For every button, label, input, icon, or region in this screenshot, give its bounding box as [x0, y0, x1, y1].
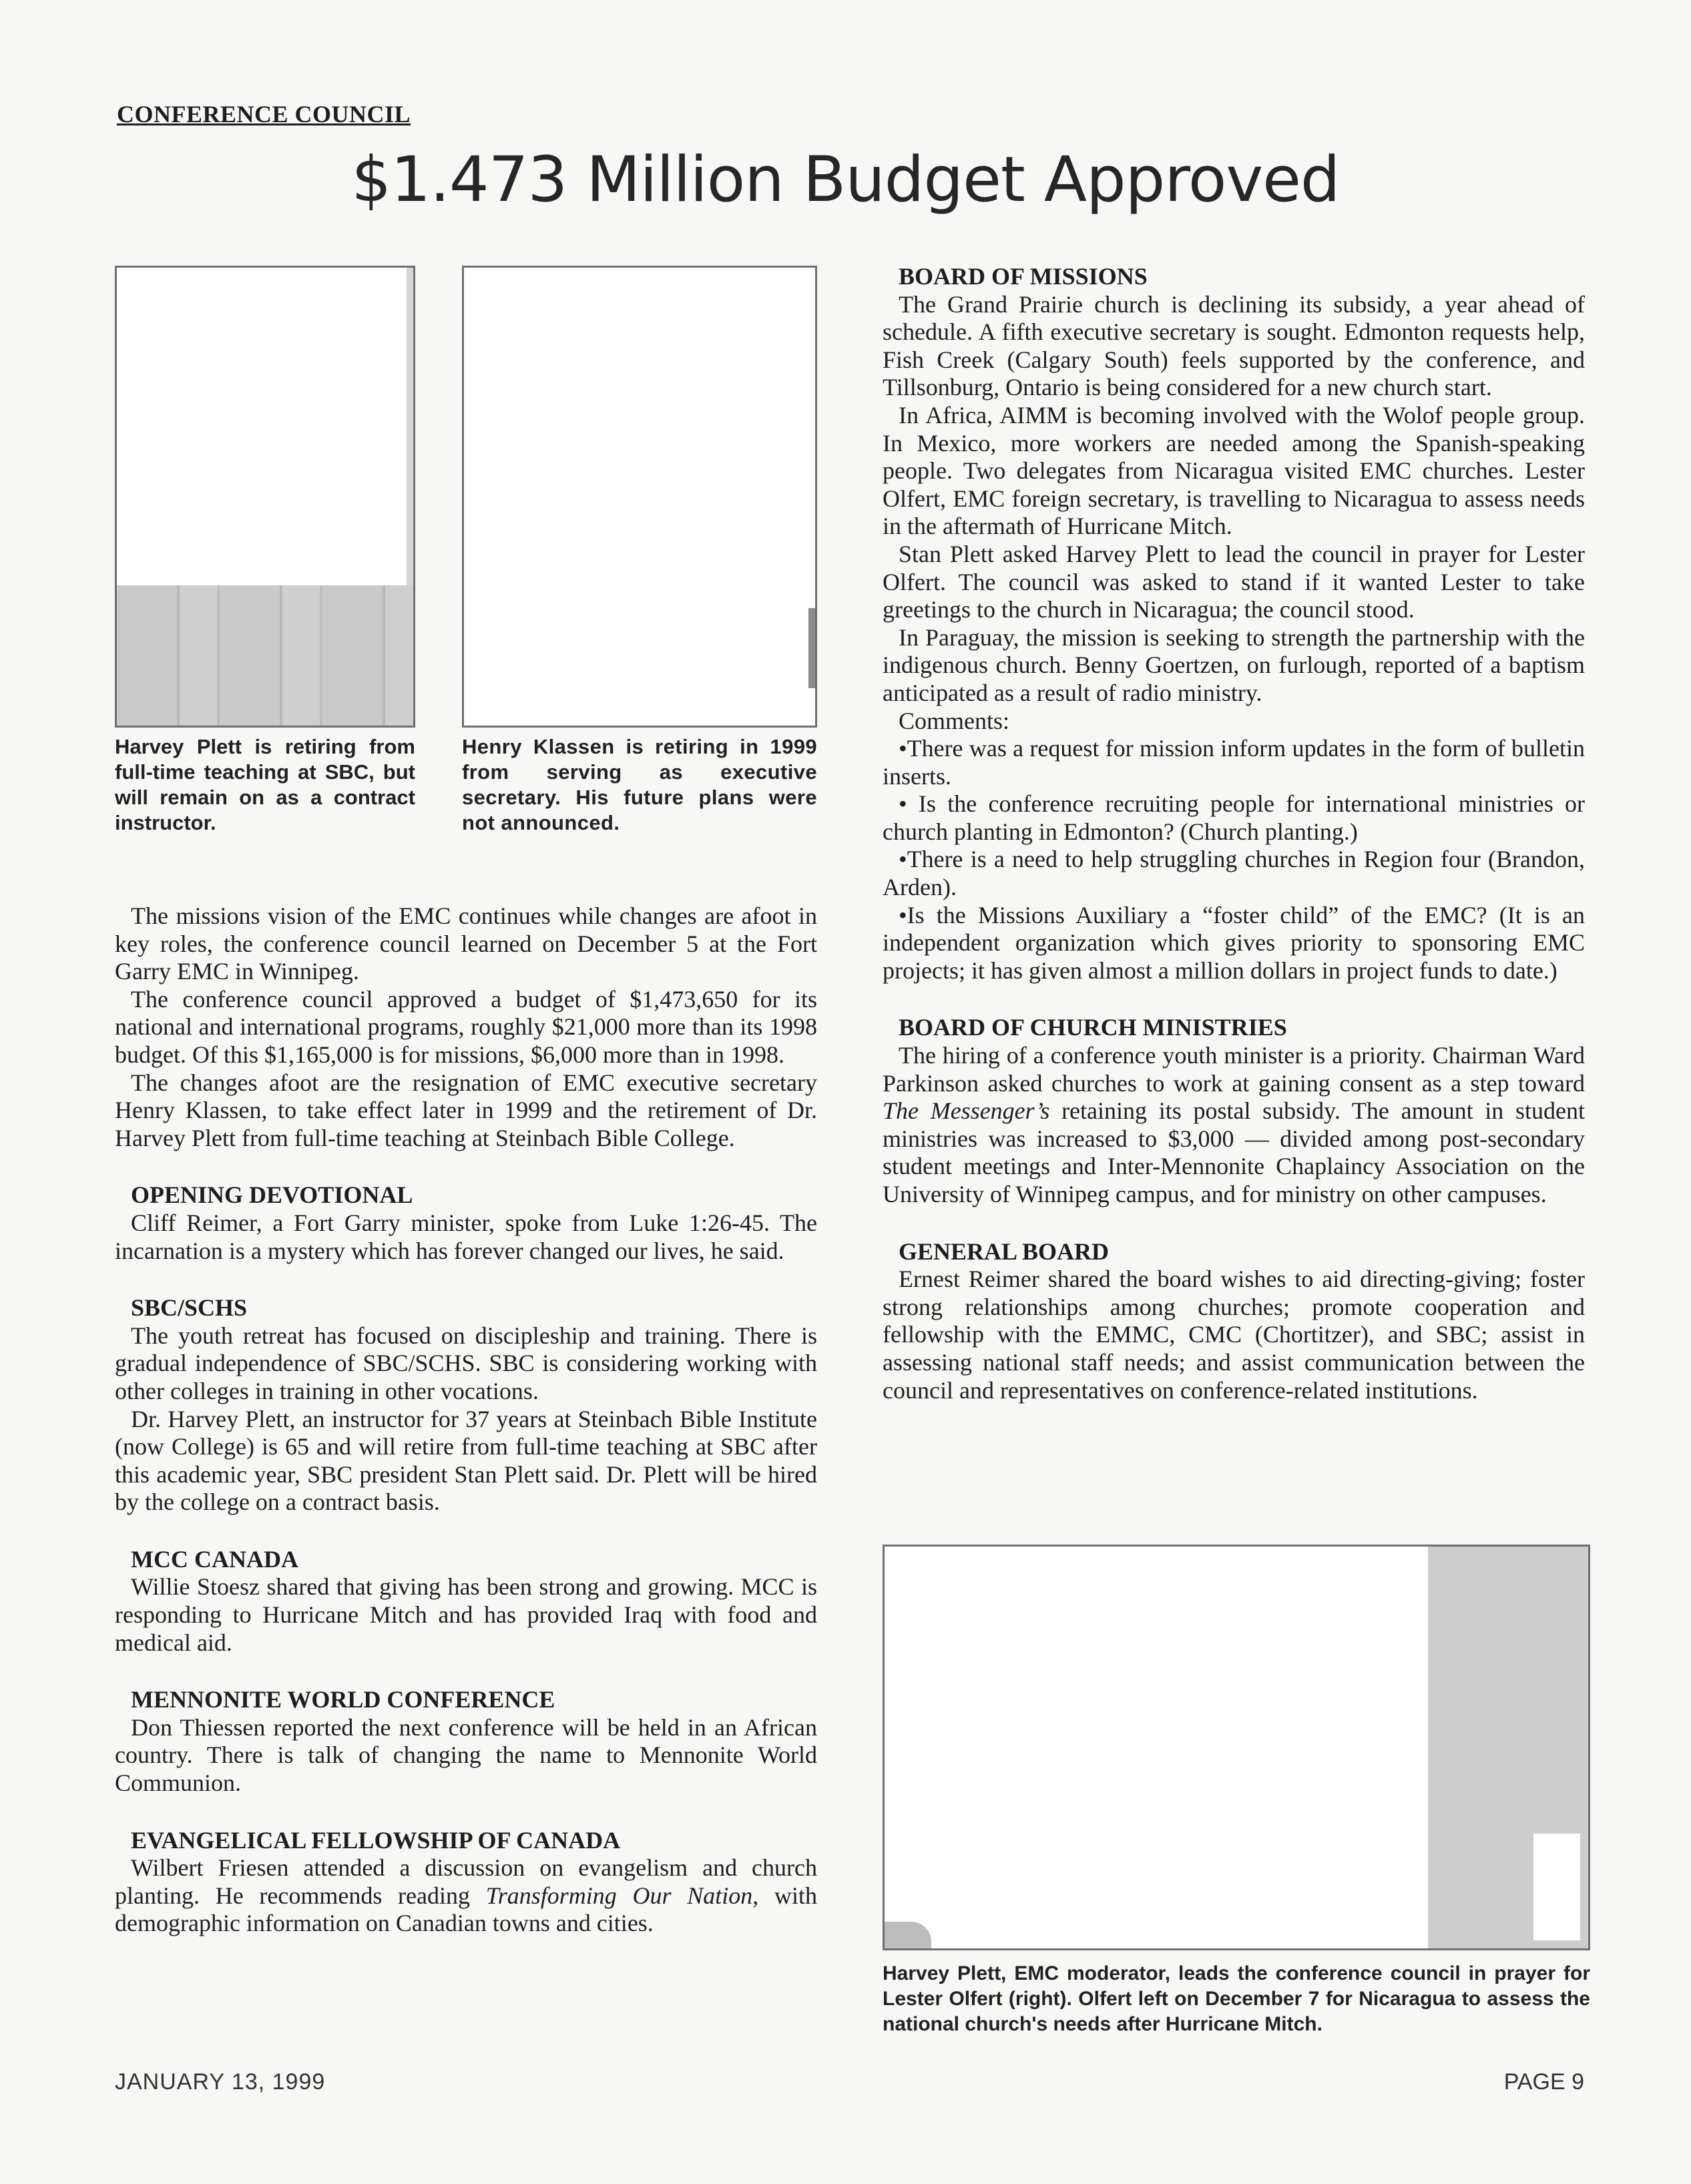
intro-paragraph: The conference council approved a budget of $1,473,650 for its national and international programs, roughly $21,000 more than its 1998 budget. Of this $1,165,000 is for missions, $6,000 more than in 1998.: [115, 985, 817, 1068]
text-run: with demographic information on Canadian towns and cities.: [115, 1882, 817, 1937]
comment-item: •There was a request for mission inform updates in the form of bulletin inserts.: [883, 735, 1585, 790]
photo-floor: [117, 585, 413, 726]
section-paragraph: [115, 1854, 817, 1938]
section-paragraph: Stan Plett asked Harvey Plett to lead the council in prayer for Lester Olfert. The council was asked to stand if it wanted Lester to take greetings to the church in Nicaragua; the council stood.: [883, 540, 1585, 623]
section-heading: OPENING DEVOTIONAL: [131, 1181, 413, 1209]
text-run: retaining its postal subsidy. The amount in student ministries was increased to $3,000 — divided among post-secondary student meetings and Inter-Mennonite Chaplaincy Association on the University of Winnipeg campus, and for ministry on other campuses.: [883, 1097, 1585, 1207]
photo-panel: [1428, 1547, 1588, 1948]
section-paragraph: Willie Stoesz shared that giving has been strong and growing. MCC is responding to Hurricane Mitch and has provided Iraq with food and medical aid.: [115, 1573, 817, 1656]
left-column-body: [115, 902, 817, 1938]
section-heading: GENERAL BOARD: [899, 1238, 1110, 1265]
intro-paragraph: The changes afoot are the resignation of EMC executive secretary Henry Klassen, to take effect later in 1999 and the retirement of Dr. Harvey Plett from full-time teaching at Steinbach Bible College.: [115, 1069, 817, 1151]
section-heading: SBC/SCHS: [131, 1294, 248, 1322]
section-paragraph: Dr. Harvey Plett, an instructor for 37 years at Steinbach Bible Institute (now College) is 65 and will retire from full-time teaching at SBC after this academic year, SBC president Stan Plett said. Dr. Plett will be hired by the college on a contract basis.: [115, 1405, 817, 1516]
photo-window: [1533, 1834, 1580, 1940]
photo-harvey-plett: [115, 266, 415, 728]
publication-title: The Messenger’s: [883, 1097, 1050, 1125]
text-run: The hiring of a conference youth minister is a priority. Chairman Ward Parkinson asked churches to work at gaining consent as a step toward: [883, 1042, 1585, 1097]
comment-item: • Is the conference recruiting people for international ministries or church planting in Edmonton? (Church planting.): [883, 790, 1585, 845]
headline: $1.473 Million Budget Approved: [351, 144, 1340, 216]
book-title: Transforming Our Nation,: [485, 1882, 759, 1909]
photo-caption-henry: Henry Klassen is retiring in 1999 from serving as executive secretary. His future plans were not announced.: [462, 735, 817, 834]
section-paragraph: [883, 1042, 1585, 1209]
section-heading: BOARD OF MISSIONS: [899, 263, 1148, 290]
section-heading: MCC CANADA: [131, 1545, 298, 1573]
section-heading: MENNONITE WORLD CONFERENCE: [131, 1686, 555, 1713]
section-label: CONFERENCE COUNCIL: [117, 101, 411, 127]
section-paragraph: Cliff Reimer, a Fort Garry minister, spoke from Luke 1:26-45. The incarnation is a mystery which has forever changed our lives, he said.: [115, 1209, 817, 1264]
comment-item: •There is a need to help struggling churches in Region four (Brandon, Arden).: [883, 846, 1585, 901]
photo-caption-harvey: Harvey Plett is retiring from full-time teaching at SBC, but will remain on as a contract instructor.: [115, 735, 415, 834]
section-paragraph: Ernest Reimer shared the board wishes to aid directing-giving; foster strong relationships among churches; promote cooperation and fellowship with the EMMC, CMC (Chortitzer), and SBC; assist in assessing national staff needs; and assist communication between the council and representatives on conference-related institutions.: [883, 1266, 1585, 1404]
section-paragraph: The Grand Prairie church is declining its subsidy, a year ahead of schedule. A fifth executive secretary is sought. Edmonton requests help, Fish Creek (Calgary South) feels supported by the conference, and Tillsonburg, Ontario is being considered for a new church start.: [883, 290, 1585, 401]
comment-item: •Is the Missions Auxiliary a “foster child” of the EMC? (It is an independent organization which gives priority to sponsoring EMC projects; it has given almost a million dollars in project funds to date.): [883, 901, 1585, 984]
section-heading: EVANGELICAL FELLOWSHIP OF CANADA: [131, 1826, 621, 1854]
section-heading: BOARD OF CHURCH MINISTRIES: [899, 1014, 1287, 1041]
photo-strip: [407, 268, 413, 585]
photo-caption-prayer: Harvey Plett, EMC moderator, leads the conference council in prayer for Lester Olfert (right). Olfert left on December 7 for Nicaragua to assess the national church's needs after Hurricane Mitch.: [883, 1962, 1590, 2035]
photo-henry-klassen: [462, 266, 817, 728]
photo-edge: [808, 608, 815, 688]
section-paragraph: In Paraguay, the mission is seeking to strength the partnership with the indigenous church. Benny Goertzen, on furlough, reported of a baptism anticipated as a result of radio ministry.: [883, 623, 1585, 706]
section-paragraph: The youth retreat has focused on discipleship and training. There is gradual independence of SBC/SCHS. SBC is considering working with other colleges in training in other vocations.: [115, 1322, 817, 1404]
issue-date: JANUARY 13, 1999: [115, 2069, 326, 2095]
section-paragraph: Don Thiessen reported the next conference will be held in an African country. There is talk of changing the name to Mennonite World Communion.: [115, 1713, 817, 1797]
right-column-body: [883, 263, 1585, 1404]
intro-paragraph: The missions vision of the EMC continues while changes are afoot in key roles, the conference council learned on December 5 at the Fort Garry EMC in Winnipeg.: [115, 902, 817, 985]
page-number: PAGE 9: [1503, 2069, 1584, 2095]
comments-label: Comments:: [899, 707, 1010, 734]
section-paragraph: In Africa, AIMM is becoming involved with the Wolof people group. In Mexico, more workers are needed among the Spanish-speaking people. Two delegates from Nicaragua visited EMC churches. Lester Olfert, EMC foreign secretary, is travelling to Nicaragua to assess needs in the aftermath of Hurricane Mitch.: [883, 401, 1585, 540]
text-run: Wilbert Friesen attended a discussion on evangelism and church planting. He recommends reading: [115, 1854, 817, 1909]
photo-council-prayer: [883, 1545, 1590, 1950]
photo-corner: [885, 1922, 931, 1948]
